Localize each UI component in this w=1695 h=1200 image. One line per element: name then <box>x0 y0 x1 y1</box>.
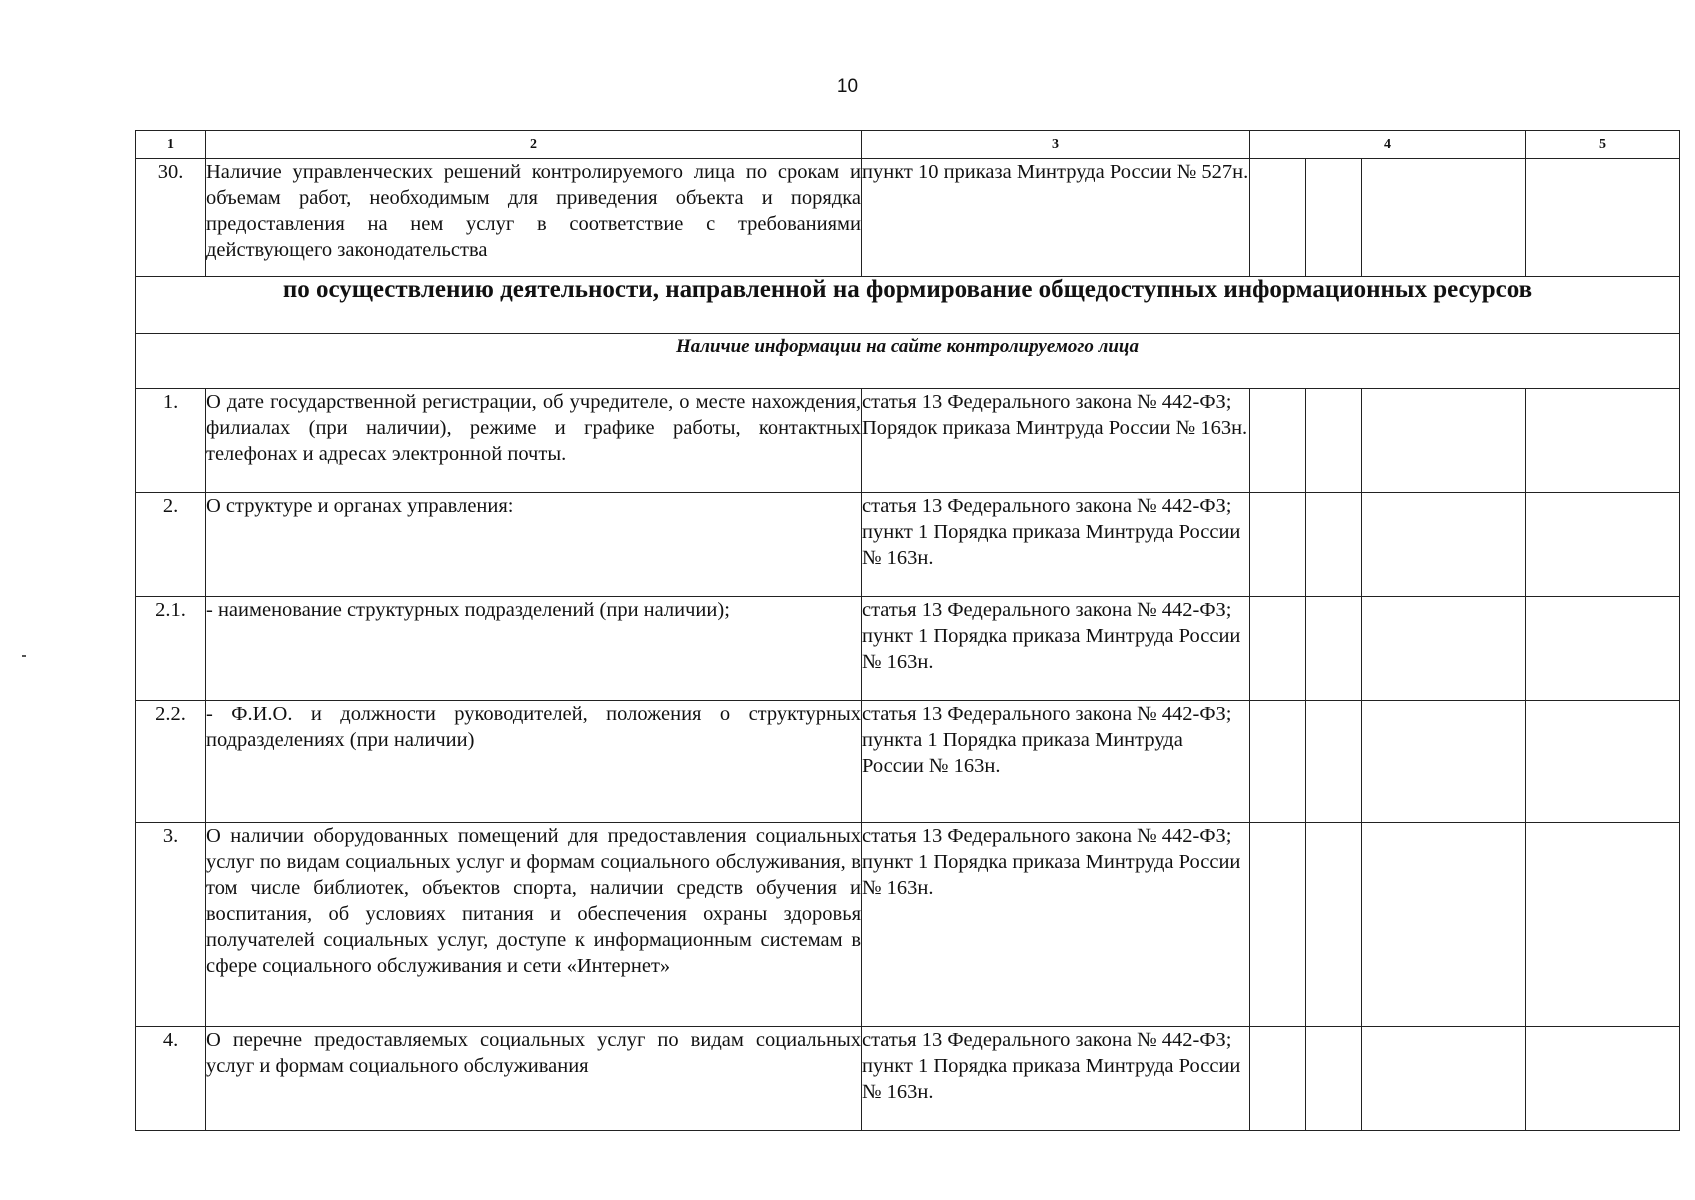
table-row <box>136 597 1680 701</box>
answer-cell-yes <box>1250 493 1306 597</box>
requirement-text: - Ф.И.О. и должности руководителей, положения о структурных подразделениях (при наличии) <box>206 701 862 823</box>
column-header-5: 5 <box>1526 131 1680 159</box>
requirement-text: О дате государственной регистрации, об учредителе, о месте нахождения, филиалах (при наличии), режиме и графике работы, контактных телефонах и адресах электронной почты. <box>206 389 862 493</box>
answer-cell-no <box>1306 823 1362 1027</box>
answer-cell-na <box>1362 389 1526 493</box>
table-row <box>136 701 1680 823</box>
answer-cell-na <box>1362 1027 1526 1131</box>
answer-cell-no <box>1306 1027 1362 1131</box>
answer-cell-na <box>1362 701 1526 823</box>
answer-cell-na <box>1362 823 1526 1027</box>
answer-cell-no <box>1306 389 1362 493</box>
column-header-2: 2 <box>206 131 862 159</box>
answer-cell-yes <box>1250 389 1306 493</box>
scan-mark <box>22 655 26 657</box>
legal-reference: статья 13 Федерального закона № 442-ФЗ; пункта 1 Порядка приказа Минтруда России № 163н. <box>862 701 1250 823</box>
row-number: 30. <box>136 159 206 277</box>
answer-cell-yes <box>1250 597 1306 701</box>
column-header-row <box>136 131 1680 159</box>
requirement-text: - наименование структурных подразделений (при наличии); <box>206 597 862 701</box>
notes-cell <box>1526 823 1680 1027</box>
row-number: 2.1. <box>136 597 206 701</box>
row-number: 4. <box>136 1027 206 1131</box>
legal-reference: статья 13 Федерального закона № 442-ФЗ; пункт 1 Порядка приказа Минтруда России № 163н. <box>862 1027 1250 1131</box>
requirement-text: О перечне предоставляемых социальных услуг по видам социальных услуг и формам социального обслуживания <box>206 1027 862 1131</box>
notes-cell <box>1526 701 1680 823</box>
page-number: 10 <box>836 76 859 97</box>
table-row <box>136 1027 1680 1131</box>
legal-reference: пункт 10 приказа Минтруда России № 527н. <box>862 159 1250 277</box>
answer-cell-no <box>1306 701 1362 823</box>
answer-cell-no <box>1306 493 1362 597</box>
notes-cell <box>1526 159 1680 277</box>
table-row-30 <box>136 159 1680 277</box>
notes-cell <box>1526 597 1680 701</box>
legal-reference: статья 13 Федерального закона № 442-ФЗ; пункт 1 Порядка приказа Минтруда России № 163н. <box>862 493 1250 597</box>
answer-cell-na <box>1362 597 1526 701</box>
column-header-4: 4 <box>1250 131 1526 159</box>
subsection-header-row <box>136 334 1680 389</box>
answer-cell-yes <box>1250 701 1306 823</box>
section-header-row <box>136 277 1680 334</box>
table-row <box>136 493 1680 597</box>
row-number: 2.2. <box>136 701 206 823</box>
answer-cell-no <box>1306 159 1362 277</box>
table-row <box>136 823 1680 1027</box>
column-header-1: 1 <box>136 131 206 159</box>
answer-cell-no <box>1306 597 1362 701</box>
requirement-text: О структуре и органах управления: <box>206 493 862 597</box>
column-header-3: 3 <box>862 131 1250 159</box>
legal-reference: статья 13 Федерального закона № 442-ФЗ; Порядок приказа Минтруда России № 163н. <box>862 389 1250 493</box>
answer-cell-yes <box>1250 823 1306 1027</box>
legal-reference: статья 13 Федерального закона № 442-ФЗ; пункт 1 Порядка приказа Минтруда России № 163н. <box>862 823 1250 1027</box>
notes-cell <box>1526 389 1680 493</box>
section-title: по осуществлению деятельности, направленной на формирование общедоступных информационных ресурсов <box>136 277 1680 334</box>
notes-cell <box>1526 1027 1680 1131</box>
requirement-text: Наличие управленческих решений контролируемого лица по срокам и объемам работ, необходимым для приведения объекта и порядка предоставления на нем услуг в соответствие с требованиями действующего законодательства <box>206 159 862 277</box>
legal-reference: статья 13 Федерального закона № 442-ФЗ; пункт 1 Порядка приказа Минтруда России № 163н. <box>862 597 1250 701</box>
row-number: 3. <box>136 823 206 1027</box>
answer-cell-yes <box>1250 159 1306 277</box>
subsection-title: Наличие информации на сайте контролируемого лица <box>136 334 1680 389</box>
answer-cell-yes <box>1250 1027 1306 1131</box>
answer-cell-na <box>1362 159 1526 277</box>
table-row <box>136 389 1680 493</box>
inspection-checklist-table <box>135 130 1680 1131</box>
row-number: 2. <box>136 493 206 597</box>
requirement-text: О наличии оборудованных помещений для предоставления социальных услуг по видам социальных услуг и формам социального обслуживания, в том числе библиотек, объектов спорта, наличии средств обучения и воспитания, об условиях питания и обеспечения охраны здоровья получателей социальных услуг, доступе к информационным системам в сфере социального обслуживания и сети «Интернет» <box>206 823 862 1027</box>
row-number: 1. <box>136 389 206 493</box>
answer-cell-na <box>1362 493 1526 597</box>
notes-cell <box>1526 493 1680 597</box>
